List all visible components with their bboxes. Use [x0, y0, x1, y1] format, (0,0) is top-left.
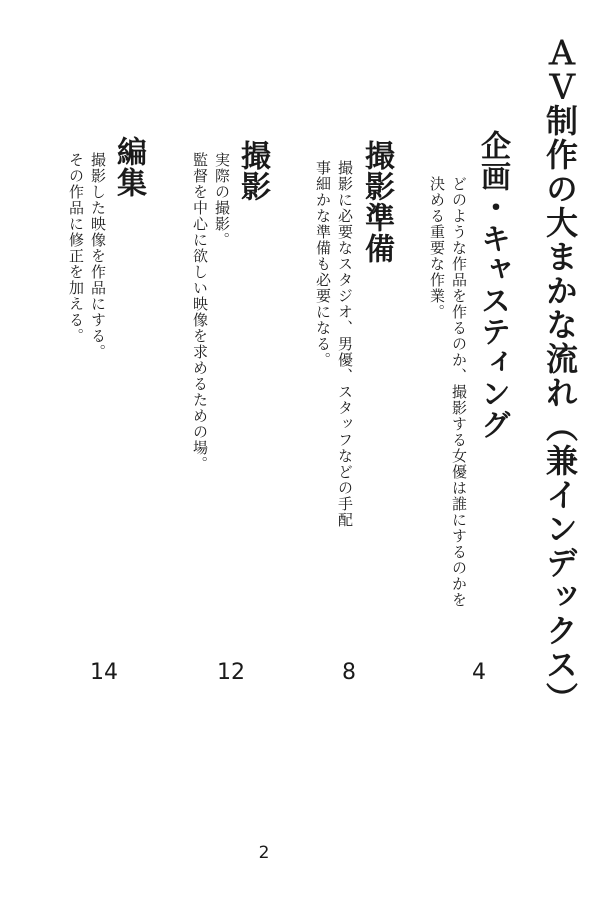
- page-title: ＡＶ制作の大まかな流れ（兼インデックス）: [541, 36, 579, 716]
- section-text-shooting-line1: 実際の撮影。: [213, 152, 231, 248]
- section-text-preparation-line1: 撮影に必要なスタジオ、男優、スタッフなどの手配: [336, 160, 354, 528]
- page-number-preparation: 8: [342, 660, 356, 685]
- page-number-planning: 4: [472, 660, 486, 685]
- section-text-editing-line1: 撮影した映像を作品にする。: [89, 152, 107, 360]
- section-text-planning-line2: 決める重要な作業。: [428, 176, 446, 320]
- section-text-preparation-line2: 事細かな準備も必要になる。: [314, 160, 332, 368]
- page-number-editing: 14: [90, 660, 118, 685]
- page-number-shooting: 12: [217, 660, 245, 685]
- section-heading-planning: 企画・キャスティング: [475, 130, 510, 440]
- section-heading-shooting: 撮影: [235, 140, 270, 202]
- section-heading-preparation: 撮影準備: [359, 140, 394, 264]
- section-heading-editing: 編集: [111, 136, 146, 198]
- section-text-editing-line2: その作品に修正を加える。: [67, 152, 85, 344]
- section-text-shooting-line2: 監督を中心に欲しい映像を求めるための場。: [191, 152, 209, 472]
- section-text-planning-line1: どのような作品を作るのか、撮影する女優は誰にするのかを: [450, 176, 468, 608]
- page-folio: 2: [258, 843, 270, 863]
